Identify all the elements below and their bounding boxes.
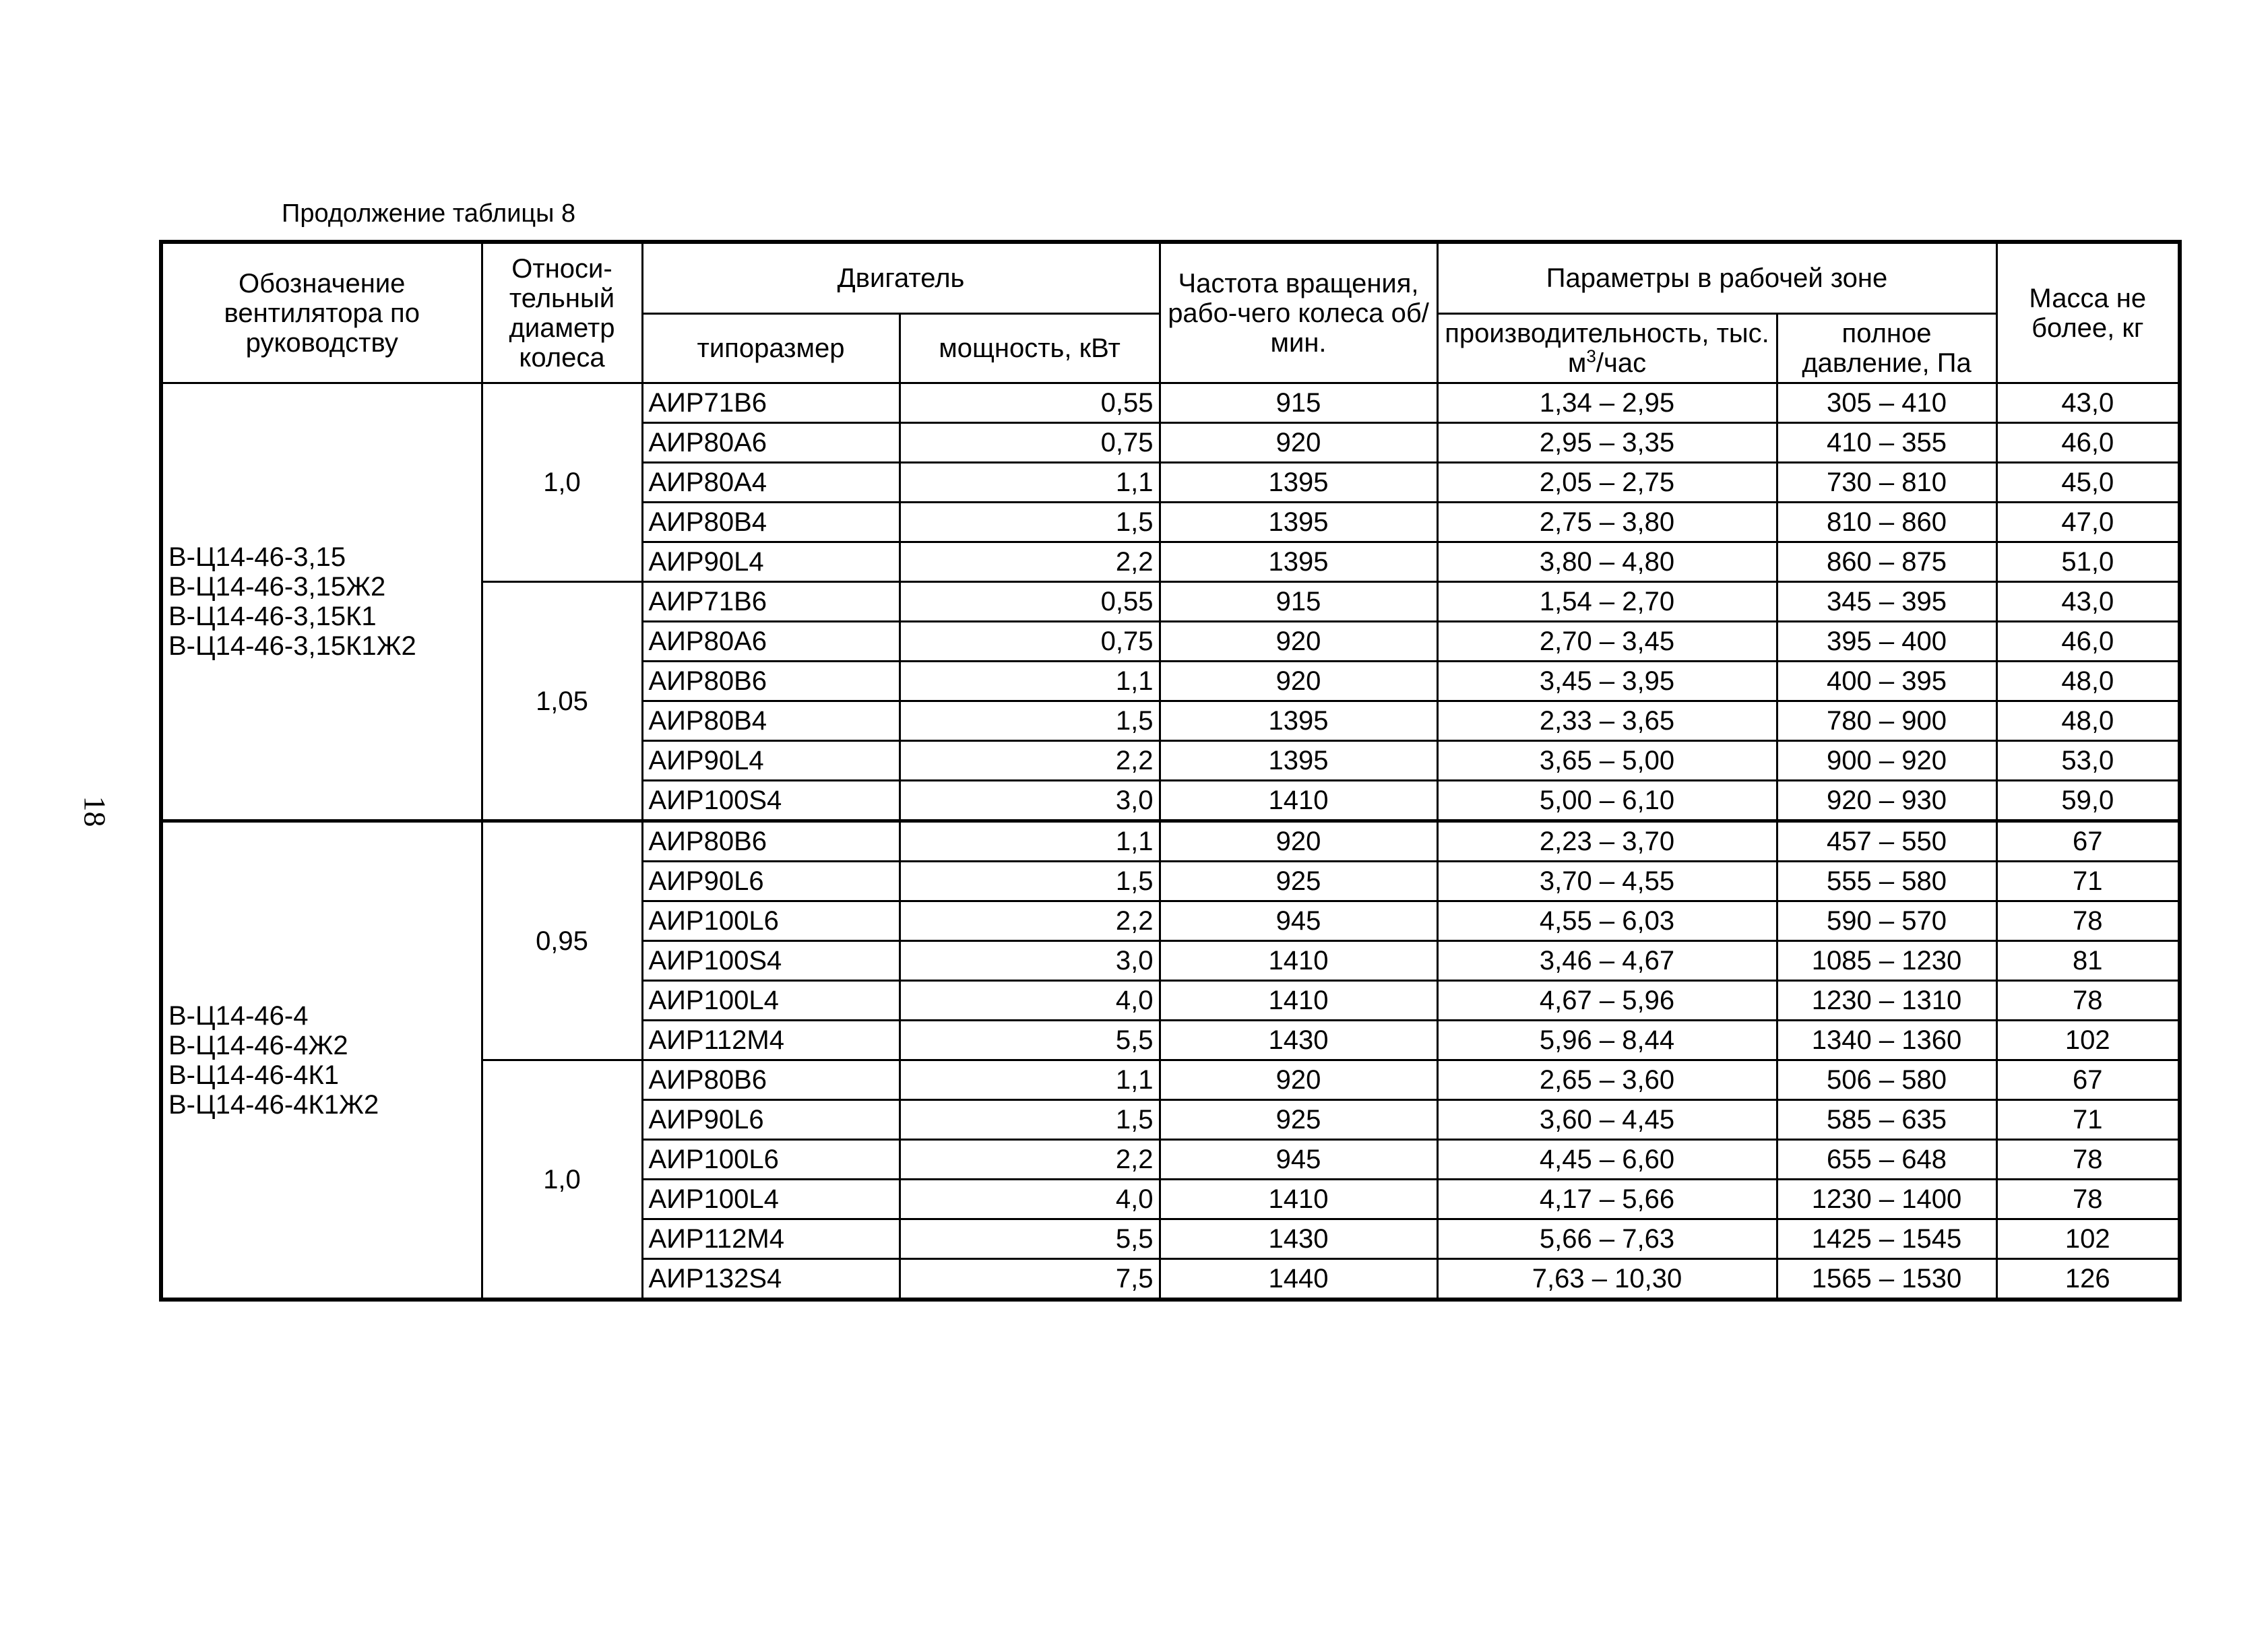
motor-type-cell: АИР80В6 xyxy=(642,821,900,862)
flow-cell: 2,65 – 3,60 xyxy=(1437,1060,1777,1100)
mass-cell: 78 xyxy=(1996,1140,2180,1180)
fan-designation: В-Ц14-46-3,15Ж2 xyxy=(168,572,386,602)
header-fan: Обозначение вентилятора по руководству xyxy=(161,242,482,383)
motor-power-cell: 3,0 xyxy=(900,781,1160,821)
fan-designation-cell xyxy=(161,383,482,821)
flow-cell: 3,45 – 3,95 xyxy=(1437,662,1777,701)
pressure-cell: 900 – 920 xyxy=(1777,741,1996,781)
mass-cell: 102 xyxy=(1996,1021,2180,1060)
speed-cell: 1410 xyxy=(1160,941,1437,981)
table-row xyxy=(161,383,2180,423)
pressure-cell: 780 – 900 xyxy=(1777,701,1996,741)
pressure-cell: 305 – 410 xyxy=(1777,383,1996,423)
mass-cell: 78 xyxy=(1996,981,2180,1021)
fan-designation-cell xyxy=(161,821,482,1300)
pressure-cell: 860 – 875 xyxy=(1777,542,1996,582)
speed-cell: 1430 xyxy=(1160,1021,1437,1060)
motor-power-cell: 2,2 xyxy=(900,901,1160,941)
speed-cell: 920 xyxy=(1160,423,1437,463)
mass-cell: 46,0 xyxy=(1996,622,2180,662)
pressure-cell: 1425 – 1545 xyxy=(1777,1219,1996,1259)
speed-cell: 915 xyxy=(1160,582,1437,622)
page-number: 18 xyxy=(77,796,113,827)
header-mass: Масса не более, кг xyxy=(1996,242,2180,383)
speed-cell: 1395 xyxy=(1160,701,1437,741)
speed-cell: 1410 xyxy=(1160,981,1437,1021)
fan-designation: В-Ц14-46-4К1 xyxy=(168,1060,340,1090)
table-caption: Продолжение таблицы 8 xyxy=(282,199,576,228)
motor-power-cell: 1,5 xyxy=(900,1100,1160,1140)
speed-cell: 920 xyxy=(1160,662,1437,701)
motor-power-cell: 2,2 xyxy=(900,741,1160,781)
motor-type-cell: АИР80А4 xyxy=(642,463,900,503)
motor-type-cell: АИР112М4 xyxy=(642,1219,900,1259)
speed-cell: 915 xyxy=(1160,383,1437,423)
motor-power-cell: 0,75 xyxy=(900,622,1160,662)
motor-type-cell: АИР100L6 xyxy=(642,901,900,941)
diameter-cell: 0,95 xyxy=(482,821,642,1060)
motor-type-cell: АИР90L6 xyxy=(642,1100,900,1140)
pressure-cell: 810 – 860 xyxy=(1777,503,1996,542)
mass-cell: 53,0 xyxy=(1996,741,2180,781)
speed-cell: 920 xyxy=(1160,821,1437,862)
fan-designation: В-Ц14-46-4 xyxy=(168,1000,309,1031)
motor-power-cell: 1,5 xyxy=(900,862,1160,901)
mass-cell: 71 xyxy=(1996,862,2180,901)
fan-motor-table xyxy=(159,240,2182,1302)
pressure-cell: 585 – 635 xyxy=(1777,1100,1996,1140)
pressure-cell: 345 – 395 xyxy=(1777,582,1996,622)
flow-cell: 3,65 – 5,00 xyxy=(1437,741,1777,781)
flow-cell: 2,70 – 3,45 xyxy=(1437,622,1777,662)
pressure-cell: 395 – 400 xyxy=(1777,622,1996,662)
speed-cell: 1410 xyxy=(1160,1180,1437,1219)
flow-cell: 5,66 – 7,63 xyxy=(1437,1219,1777,1259)
flow-cell: 4,45 – 6,60 xyxy=(1437,1140,1777,1180)
motor-power-cell: 1,1 xyxy=(900,662,1160,701)
pressure-cell: 400 – 395 xyxy=(1777,662,1996,701)
motor-power-cell: 0,75 xyxy=(900,423,1160,463)
header-flow-text: производительность, тыс. м xyxy=(1445,319,1769,378)
motor-power-cell: 5,5 xyxy=(900,1219,1160,1259)
pressure-cell: 457 – 550 xyxy=(1777,821,1996,862)
motor-power-cell: 2,2 xyxy=(900,1140,1160,1180)
pressure-cell: 506 – 580 xyxy=(1777,1060,1996,1100)
flow-cell: 2,23 – 3,70 xyxy=(1437,821,1777,862)
mass-cell: 45,0 xyxy=(1996,463,2180,503)
speed-cell: 1395 xyxy=(1160,741,1437,781)
pressure-cell: 555 – 580 xyxy=(1777,862,1996,901)
motor-power-cell: 4,0 xyxy=(900,981,1160,1021)
flow-cell: 7,63 – 10,30 xyxy=(1437,1259,1777,1300)
mass-cell: 43,0 xyxy=(1996,383,2180,423)
pressure-cell: 1340 – 1360 xyxy=(1777,1021,1996,1060)
pressure-cell: 1565 – 1530 xyxy=(1777,1259,1996,1300)
speed-cell: 1430 xyxy=(1160,1219,1437,1259)
pressure-cell: 655 – 648 xyxy=(1777,1140,1996,1180)
flow-cell: 2,75 – 3,80 xyxy=(1437,503,1777,542)
motor-type-cell: АИР90L4 xyxy=(642,542,900,582)
motor-power-cell: 1,5 xyxy=(900,701,1160,741)
mass-cell: 78 xyxy=(1996,1180,2180,1219)
flow-cell: 3,70 – 4,55 xyxy=(1437,862,1777,901)
flow-cell: 4,67 – 5,96 xyxy=(1437,981,1777,1021)
flow-cell: 3,60 – 4,45 xyxy=(1437,1100,1777,1140)
motor-type-cell: АИР112М4 xyxy=(642,1021,900,1060)
motor-power-cell: 1,1 xyxy=(900,821,1160,862)
flow-cell: 2,05 – 2,75 xyxy=(1437,463,1777,503)
header-pressure: полное давление, Па xyxy=(1777,314,1996,383)
motor-type-cell: АИР100L4 xyxy=(642,1180,900,1219)
header-motor: Двигатель xyxy=(642,242,1160,314)
mass-cell: 102 xyxy=(1996,1219,2180,1259)
table-body xyxy=(161,383,2180,1300)
motor-power-cell: 3,0 xyxy=(900,941,1160,981)
flow-cell: 4,17 – 5,66 xyxy=(1437,1180,1777,1219)
mass-cell: 59,0 xyxy=(1996,781,2180,821)
speed-cell: 925 xyxy=(1160,1100,1437,1140)
speed-cell: 920 xyxy=(1160,1060,1437,1100)
speed-cell: 920 xyxy=(1160,622,1437,662)
header-flow xyxy=(1437,314,1777,383)
motor-type-cell: АИР71В6 xyxy=(642,582,900,622)
mass-cell: 43,0 xyxy=(1996,582,2180,622)
motor-type-cell: АИР100L4 xyxy=(642,981,900,1021)
speed-cell: 1395 xyxy=(1160,463,1437,503)
motor-power-cell: 1,1 xyxy=(900,463,1160,503)
pressure-cell: 1230 – 1310 xyxy=(1777,981,1996,1021)
diameter-cell: 1,05 xyxy=(482,582,642,821)
pressure-cell: 1085 – 1230 xyxy=(1777,941,1996,981)
flow-cell: 1,34 – 2,95 xyxy=(1437,383,1777,423)
motor-power-cell: 1,5 xyxy=(900,503,1160,542)
mass-cell: 51,0 xyxy=(1996,542,2180,582)
flow-cell: 4,55 – 6,03 xyxy=(1437,901,1777,941)
header-params: Параметры в рабочей зоне xyxy=(1437,242,1996,314)
pressure-cell: 920 – 930 xyxy=(1777,781,1996,821)
fan-designation: В-Ц14-46-3,15 xyxy=(168,542,346,572)
flow-cell: 3,46 – 4,67 xyxy=(1437,941,1777,981)
fan-designation: В-Ц14-46-3,15К1Ж2 xyxy=(168,631,416,661)
speed-cell: 1395 xyxy=(1160,542,1437,582)
pressure-cell: 410 – 355 xyxy=(1777,423,1996,463)
header-diameter: Относи-тельный диаметр колеса xyxy=(482,242,642,383)
pressure-cell: 730 – 810 xyxy=(1777,463,1996,503)
speed-cell: 1440 xyxy=(1160,1259,1437,1300)
motor-power-cell: 5,5 xyxy=(900,1021,1160,1060)
speed-cell: 925 xyxy=(1160,862,1437,901)
diameter-cell: 1,0 xyxy=(482,383,642,582)
header-motor-type: типоразмер xyxy=(642,314,900,383)
flow-cell: 3,80 – 4,80 xyxy=(1437,542,1777,582)
motor-type-cell: АИР80В4 xyxy=(642,503,900,542)
fan-designation: В-Ц14-46-3,15К1 xyxy=(168,602,377,631)
mass-cell: 67 xyxy=(1996,821,2180,862)
flow-cell: 5,00 – 6,10 xyxy=(1437,781,1777,821)
flow-cell: 1,54 – 2,70 xyxy=(1437,582,1777,622)
diameter-cell: 1,0 xyxy=(482,1060,642,1300)
speed-cell: 1395 xyxy=(1160,503,1437,542)
pressure-cell: 590 – 570 xyxy=(1777,901,1996,941)
speed-cell: 945 xyxy=(1160,1140,1437,1180)
motor-type-cell: АИР132S4 xyxy=(642,1259,900,1300)
motor-type-cell: АИР100L6 xyxy=(642,1140,900,1180)
motor-power-cell: 2,2 xyxy=(900,542,1160,582)
motor-power-cell: 1,1 xyxy=(900,1060,1160,1100)
mass-cell: 48,0 xyxy=(1996,701,2180,741)
header-flow-unit: /час xyxy=(1596,348,1647,378)
mass-cell: 78 xyxy=(1996,901,2180,941)
motor-type-cell: АИР80А6 xyxy=(642,622,900,662)
motor-power-cell: 0,55 xyxy=(900,383,1160,423)
motor-type-cell: АИР90L4 xyxy=(642,741,900,781)
motor-type-cell: АИР80А6 xyxy=(642,423,900,463)
motor-power-cell: 4,0 xyxy=(900,1180,1160,1219)
mass-cell: 81 xyxy=(1996,941,2180,981)
fan-designation: В-Ц14-46-4К1Ж2 xyxy=(168,1089,379,1120)
mass-cell: 126 xyxy=(1996,1259,2180,1300)
motor-type-cell: АИР100S4 xyxy=(642,781,900,821)
speed-cell: 945 xyxy=(1160,901,1437,941)
mass-cell: 47,0 xyxy=(1996,503,2180,542)
fan-designation: В-Ц14-46-4Ж2 xyxy=(168,1030,348,1060)
mass-cell: 46,0 xyxy=(1996,423,2180,463)
motor-type-cell: АИР90L6 xyxy=(642,862,900,901)
motor-type-cell: АИР80В6 xyxy=(642,1060,900,1100)
header-motor-power: мощность, кВт xyxy=(900,314,1160,383)
flow-cell: 2,95 – 3,35 xyxy=(1437,423,1777,463)
motor-type-cell: АИР71В6 xyxy=(642,383,900,423)
table-row xyxy=(161,821,2180,862)
mass-cell: 71 xyxy=(1996,1100,2180,1140)
speed-cell: 1410 xyxy=(1160,781,1437,821)
flow-cell: 2,33 – 3,65 xyxy=(1437,701,1777,741)
motor-type-cell: АИР80В4 xyxy=(642,701,900,741)
flow-cell: 5,96 – 8,44 xyxy=(1437,1021,1777,1060)
motor-type-cell: АИР100S4 xyxy=(642,941,900,981)
header-speed: Частота вращения, рабо-чего колеса об/мин. xyxy=(1160,242,1437,383)
pressure-cell: 1230 – 1400 xyxy=(1777,1180,1996,1219)
motor-type-cell: АИР80В6 xyxy=(642,662,900,701)
header-flow-exponent: 3 xyxy=(1586,346,1596,366)
mass-cell: 48,0 xyxy=(1996,662,2180,701)
motor-power-cell: 7,5 xyxy=(900,1259,1160,1300)
mass-cell: 67 xyxy=(1996,1060,2180,1100)
motor-power-cell: 0,55 xyxy=(900,582,1160,622)
